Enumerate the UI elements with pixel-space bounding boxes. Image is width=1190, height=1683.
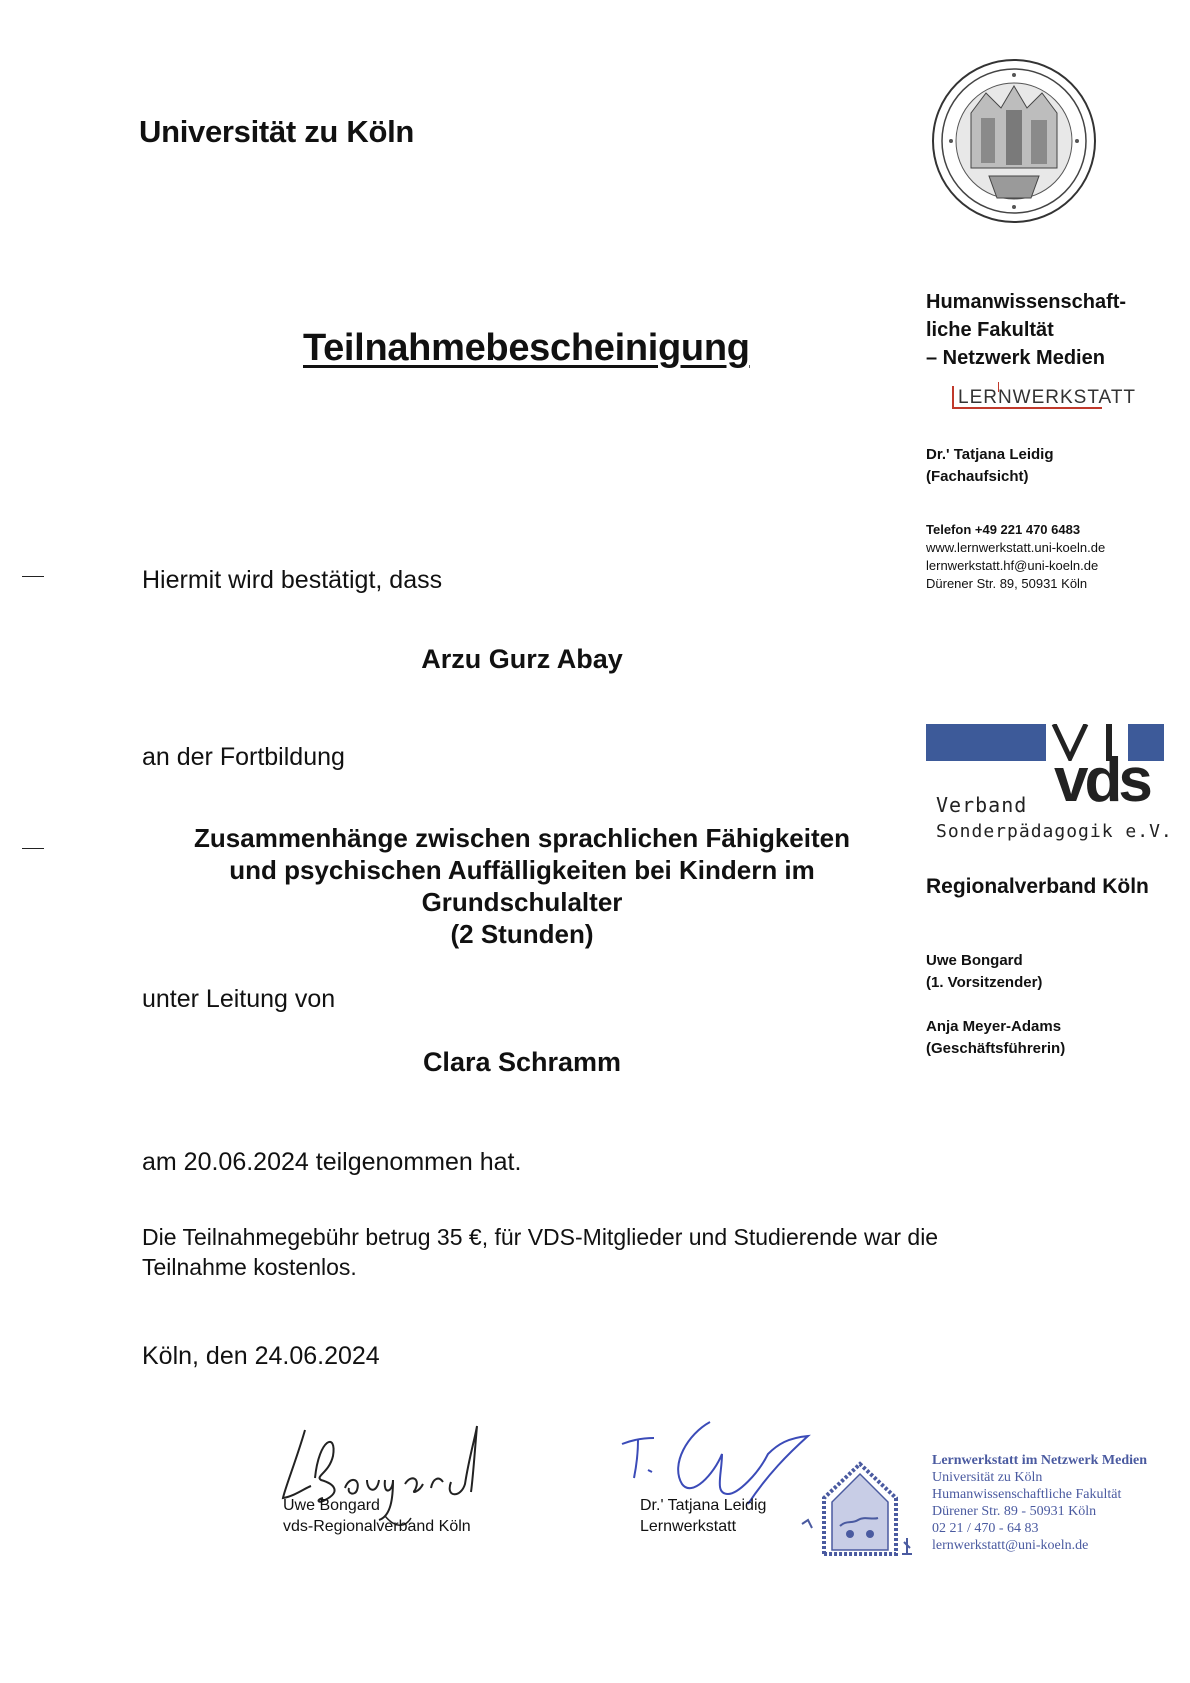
course-title-line: Zusammenhänge zwischen sprachlichen Fähigkeiten [194, 823, 850, 853]
regional-name: Regionalverband Köln [926, 875, 1149, 898]
confirm-intro: Hiermit wird bestätigt, dass [142, 566, 443, 594]
place-date: Köln, den 24.06.2024 [142, 1342, 380, 1370]
fee-text [142, 1222, 938, 1282]
sig1-name: Uwe Bongard [283, 1497, 380, 1514]
fee-line: Die Teilnahmegebühr betrug 35 €, für VDS-Mitglieder und Studierende war die [142, 1224, 939, 1250]
lernwerkstatt-logo-text: LERNWERKSTATT [958, 387, 1137, 408]
stamp-line: lernwerkstatt@uni-koeln.de [932, 1538, 1089, 1553]
leader-name: Clara Schramm [422, 1047, 622, 1077]
vds-logo [926, 724, 1173, 849]
vds-logo-bar [926, 724, 1046, 761]
vds-logo-line: Verband [936, 793, 1028, 817]
university-seal-icon [931, 58, 1097, 224]
stamp-text [932, 1452, 1147, 1554]
stamp-line: Universität zu Köln [932, 1470, 1043, 1485]
faculty-block [926, 288, 1126, 372]
participant-name: Arzu Gurz Abay [421, 644, 623, 674]
fold-mark [22, 576, 44, 577]
head-block [926, 444, 1053, 488]
stamp-line: Lernwerkstatt im Netzwerk Medien [932, 1453, 1147, 1468]
head-role: (Fachaufsicht) [926, 468, 1029, 485]
vds-mark: vds [1054, 746, 1149, 815]
course-title [142, 822, 902, 950]
lernwerkstatt-logo [952, 382, 1137, 412]
phone: Telefon +49 221 470 6483 [926, 522, 1081, 537]
sig2-name: Dr.' Tatjana Leidig [640, 1497, 767, 1514]
website-link[interactable]: www.lernwerkstatt.uni-koeln.de [926, 540, 1106, 555]
date-line: am 20.06.2024 teilgenommen hat. [142, 1148, 522, 1176]
stamp-line: Dürener Str. 89 - 50931 Köln [932, 1504, 1097, 1519]
course-title-line: Grundschulalter [421, 887, 623, 917]
sig1-org: vds-Regionalverband Köln [283, 1518, 471, 1535]
sig2-org: Lernwerkstatt [640, 1518, 737, 1535]
chair-name: Uwe Bongard [926, 952, 1023, 969]
document-title: Teilnahmebescheinigung [303, 327, 750, 369]
contact-block [926, 521, 1105, 593]
faculty-line: Humanwissenschaft- [926, 291, 1127, 313]
course-title-line: und psychischen Auffälligkeiten bei Kindern im [229, 855, 815, 885]
signature-block-1 [283, 1495, 471, 1537]
course-intro: an der Fortbildung [142, 743, 345, 771]
address: Dürener Str. 89, 50931 Köln [926, 576, 1088, 591]
fold-mark [22, 848, 44, 849]
stamp-line: Humanwissenschaftliche Fakultät [932, 1487, 1122, 1502]
manager-role: (Geschäftsführerin) [926, 1040, 1066, 1057]
fee-line: Teilnahme kostenlos. [142, 1254, 357, 1280]
faculty-line: liche Fakultät [926, 319, 1054, 341]
chair-role: (1. Vorsitzender) [926, 974, 1043, 991]
lernwerkstatt-stamp-icon [792, 1450, 922, 1560]
faculty-line: – Netzwerk Medien [926, 347, 1105, 369]
email-link[interactable]: lernwerkstatt.hf@uni-koeln.de [926, 558, 1099, 573]
stamp-line: 02 21 / 470 - 64 83 [932, 1521, 1039, 1536]
head-name: Dr.' Tatjana Leidig [926, 446, 1054, 463]
chair-block [926, 950, 1042, 994]
manager-name: Anja Meyer-Adams [926, 1018, 1062, 1035]
vds-logo-line: Sonderpädagogik e.V. [936, 821, 1173, 842]
signature-block-2 [640, 1495, 766, 1537]
university-name: Universität zu Köln [139, 114, 415, 149]
course-duration: (2 Stunden) [450, 919, 594, 949]
lead-intro: unter Leitung von [142, 985, 336, 1013]
manager-block [926, 1016, 1065, 1060]
